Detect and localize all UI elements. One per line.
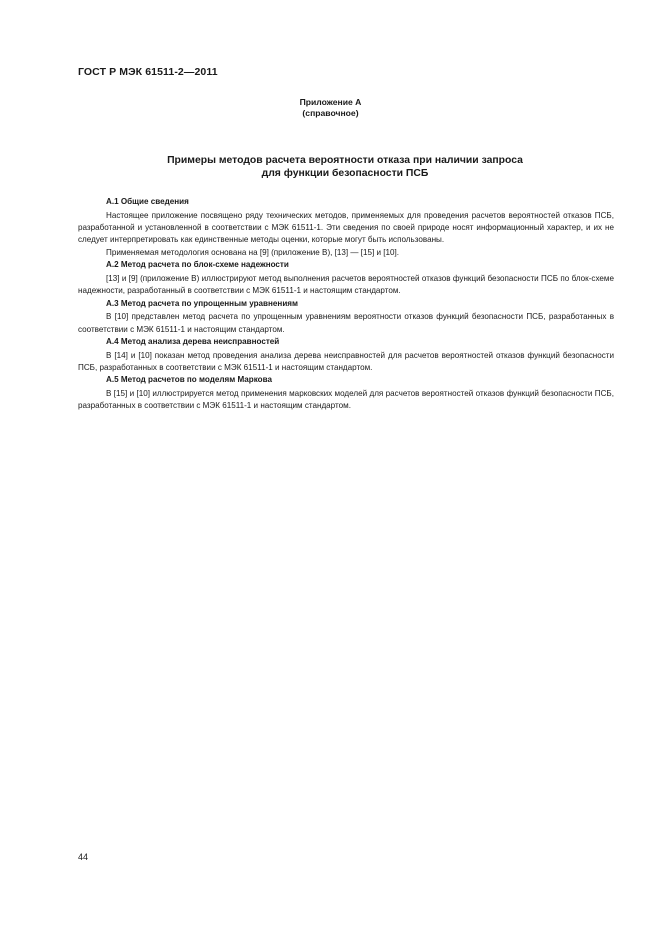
section-heading: А.2 Метод расчета по блок-схеме надежности — [106, 260, 289, 270]
section-heading: А.5 Метод расчетов по моделям Маркова — [106, 375, 273, 385]
section-a2 — [78, 259, 614, 297]
page-title — [60, 154, 630, 180]
appendix-label: Приложение А — [299, 97, 362, 107]
section-a4 — [78, 336, 614, 374]
paragraph: Применяемая методология основана на [9] (приложение В), [13] — [15] и [10]. — [106, 247, 400, 257]
paragraph: Настоящее приложение посвящено ряду технических методов, применяемых для проведения расчетов вероятностей отказов ПСБ, разработанной и установленной в соответствии с МЭК 61511-1. Эти сведения по своей природе носят информационный характер, и их не следует интерпретировать как единственные методы оценки, которые могут быть использованы. — [78, 210, 614, 245]
paragraph: В [15] и [10] иллюстрируется метод применения марковских моделей для расчетов вероятностей отказов функций безопасности ПСБ, разработанных в соответствии с МЭК 61511-1 и настоящим стандартом. — [78, 389, 614, 411]
paragraph: В [14] и [10] показан метод проведения анализа дерева неисправностей для расчетов вероятностей отказов функций безопасности ПСБ, разработанных в соответствии с МЭК 61511-1 и настоящим стандартом. — [78, 350, 614, 373]
section-a1 — [78, 196, 614, 259]
section-heading: А.4 Метод анализа дерева неисправностей — [106, 337, 280, 347]
section-a3 — [78, 298, 614, 336]
title-line-2: для функции безопасности ПСБ — [261, 168, 429, 179]
paragraph: В [10] представлен метод расчета по упрощенным уравнениям вероятности отказов функций безопасности ПСБ, разработанных в соответствии с МЭК 61511-1 и настоящим стандартом. — [78, 312, 614, 334]
appendix-block — [0, 97, 661, 119]
title-line-1: Примеры методов расчета вероятности отказа при наличии запроса — [167, 155, 523, 166]
section-heading: А.3 Метод расчета по упрощенным уравнениям — [106, 298, 299, 308]
document-header: ГОСТ Р МЭК 61511-2—2011 — [78, 66, 218, 78]
section-a5 — [78, 374, 614, 412]
page-number: 44 — [78, 852, 89, 862]
body-content — [78, 196, 614, 413]
paragraph: [13] и [9] (приложение В) иллюстрируют метод выполнения расчетов вероятностей отказов функций безопасности ПСБ по блок-схеме надежности, разработанный в соответствии с МЭК 61511-1 и настоящим стандартом. — [78, 273, 614, 296]
section-heading: А.1 Общие сведения — [106, 197, 189, 206]
appendix-type: (справочное) — [302, 108, 359, 118]
